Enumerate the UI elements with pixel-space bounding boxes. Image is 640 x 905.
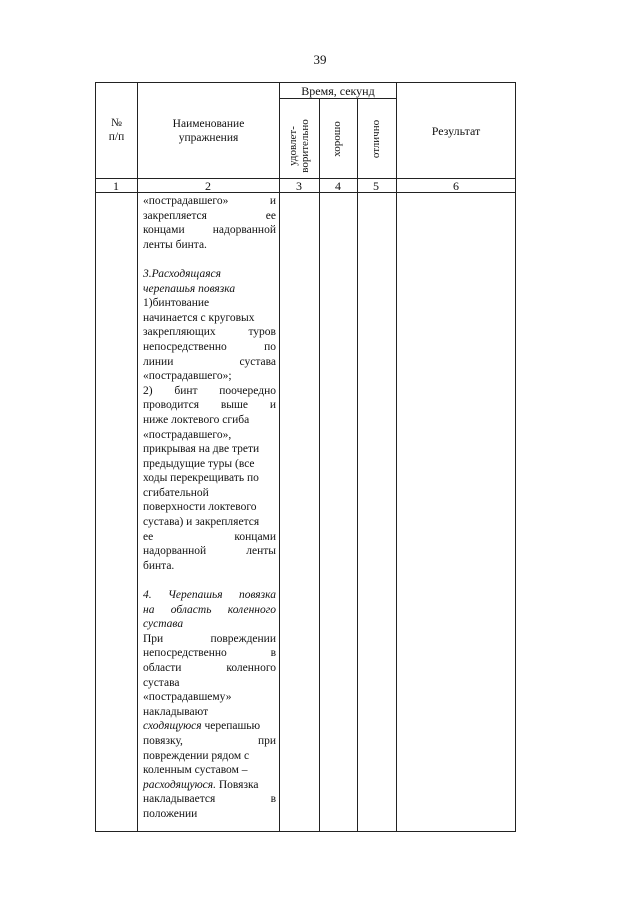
description-line: непосредственно по xyxy=(143,340,276,353)
description-line: проводится выше и xyxy=(143,399,276,412)
column-number-2: 2 xyxy=(205,179,211,193)
description-line: сустава xyxy=(143,676,180,689)
header-exercise-name: Наименование упражнения xyxy=(172,118,245,144)
description-line: концами надорванной xyxy=(143,224,276,237)
description-line: сходящуюся черепашью xyxy=(143,720,261,733)
column-number-5: 5 xyxy=(373,179,379,193)
description-line: начинается с круговых xyxy=(143,311,255,324)
description-line: «пострадавшего», xyxy=(143,428,232,441)
description-line: предыдущие туры (все xyxy=(143,457,255,470)
description-line: положении xyxy=(143,807,198,820)
description-line: расходящуюся. Повязка xyxy=(143,778,259,791)
description-line: ниже локтевого сгиба xyxy=(143,413,250,426)
column-number-3: 3 xyxy=(296,179,302,193)
column-number-4: 4 xyxy=(335,179,341,193)
description-line: повязку, при xyxy=(143,734,276,747)
description-line: накладывают xyxy=(143,705,209,718)
header-time-group: Время, секунд xyxy=(301,84,375,98)
header-result: Результат xyxy=(431,124,481,138)
description-line: прикрывая на две трети xyxy=(143,443,260,456)
description-line: непосредственно в xyxy=(143,647,276,660)
description-line: черепашья повязка xyxy=(143,282,236,295)
description-line: «пострадавшему» xyxy=(143,691,232,704)
exercise-description xyxy=(143,194,276,822)
description-line: ходы перекрещивать по xyxy=(143,472,259,485)
description-line: сгибательной xyxy=(143,486,209,499)
description-line: закрепляющих туров xyxy=(143,326,276,339)
header-good: хорошо xyxy=(331,121,343,157)
description-line: области коленного xyxy=(143,662,276,674)
description-line xyxy=(143,573,276,588)
description-line: надорванной ленты xyxy=(143,545,276,558)
description-line: 4. Черепашья повязка xyxy=(143,589,276,602)
page-number: 39 xyxy=(313,52,327,67)
description-line: бинта. xyxy=(143,559,175,572)
column-number-1: 1 xyxy=(113,179,119,193)
description-line: «пострадавшего»; xyxy=(143,370,232,383)
header-satisfactory: удовлет- ворительно xyxy=(287,119,311,173)
description-line: на область коленного xyxy=(143,603,276,616)
description-line: линии сустава xyxy=(143,355,276,368)
description-line: сустава) и закрепляется xyxy=(143,516,260,529)
description-line: закрепляется ее xyxy=(143,209,276,222)
description-line: ее концами xyxy=(143,530,276,543)
description-line: коленным суставом – xyxy=(143,764,248,777)
description-line: 1)бинтование xyxy=(143,297,210,310)
description-line: накладывается в xyxy=(143,793,276,806)
column-number-6: 6 xyxy=(453,179,459,193)
description-line: ленты бинта. xyxy=(143,238,207,251)
description-line: поверхности локтевого xyxy=(143,501,257,514)
header-excellent: отлично xyxy=(370,119,382,159)
description-line: «пострадавшего» и xyxy=(143,195,276,207)
description-line: При повреждении xyxy=(143,632,276,645)
description-line: сустава xyxy=(143,618,184,631)
description-line xyxy=(143,252,276,267)
description-line: 3.Расходящаяся xyxy=(143,267,222,280)
description-line: повреждении рядом с xyxy=(143,749,250,762)
header-number-col: № п/п xyxy=(108,117,125,143)
description-line: 2) бинт поочередно xyxy=(143,384,276,397)
